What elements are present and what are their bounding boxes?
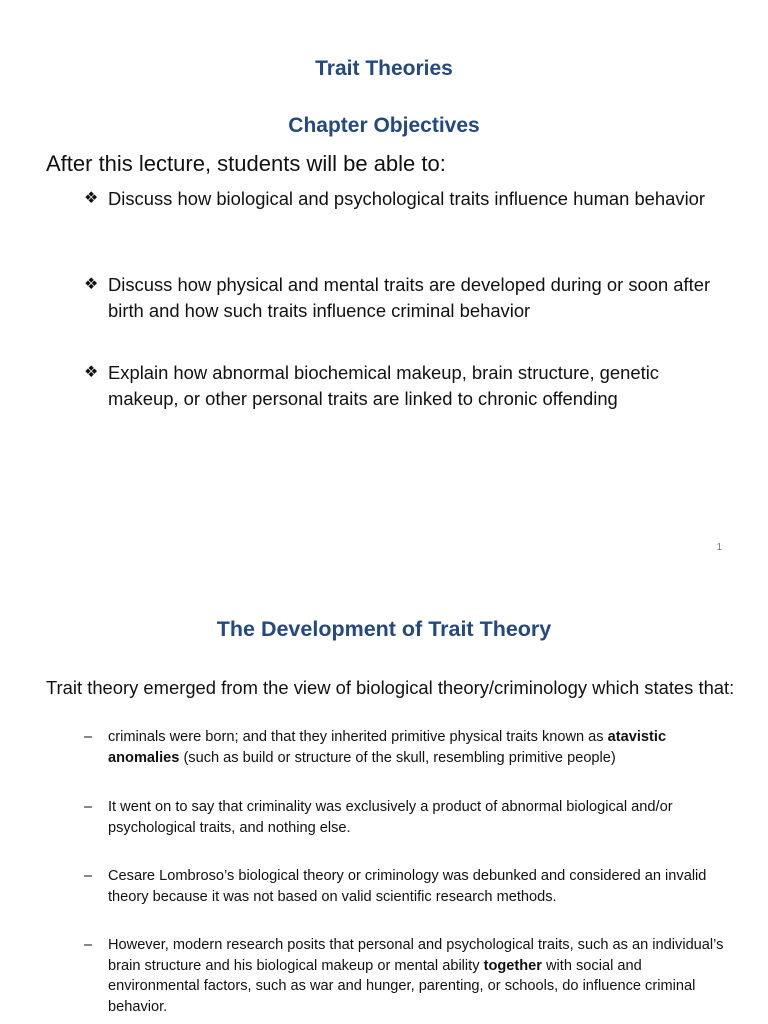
- point-item: [84, 866, 730, 907]
- point-text: [108, 935, 730, 1017]
- diamond-bullet-icon: ❖: [84, 276, 99, 293]
- objective-text: Discuss how physical and mental traits are developed during or soon after birth and how such traits influence criminal behavior: [108, 274, 711, 321]
- point-item: [84, 727, 730, 768]
- objective-item: [84, 186, 724, 212]
- point-item: [84, 935, 730, 1017]
- point-text-part: However, modern research posits that personal and psychological traits, such as an individual’s brain structure and his biological makeup or mental ability: [108, 937, 724, 974]
- slide-title: Trait Theories: [315, 57, 453, 80]
- point-text-part: Cesare Lombroso’s biological theory or criminology was debunked and considered an invalid theory because it was not based on valid scientific research methods.: [108, 868, 707, 905]
- objective-text: Discuss how biological and psychological traits influence human behavior: [108, 188, 706, 209]
- point-emphasis: together: [483, 957, 542, 974]
- point-text: [108, 797, 730, 838]
- point-text-part: criminals were born; and that they inherited primitive physical traits known as: [108, 729, 608, 745]
- point-item: [84, 797, 730, 838]
- objective-item: [84, 360, 724, 411]
- point-text-part: with social and environmental factors, such as war and hunger, parenting, or schools, do influence criminal behavior.: [108, 957, 696, 1015]
- diamond-bullet-icon: ❖: [84, 190, 99, 207]
- dash-bullet-icon: –: [84, 937, 93, 953]
- point-emphasis: atavistic anomalies: [108, 729, 667, 766]
- dash-bullet-icon: –: [84, 799, 93, 815]
- lead-text: Trait theory emerged from the view of biological theory/criminology which states that:: [46, 677, 735, 698]
- slide-title: The Development of Trait Theory: [216, 617, 552, 641]
- page-number: 1: [716, 542, 722, 553]
- slide-development: [0, 572, 768, 1024]
- point-text-part: (such as build or structure of the skull, resembling primitive people): [179, 749, 616, 766]
- point-text: [108, 727, 730, 768]
- diamond-bullet-icon: ❖: [84, 364, 99, 381]
- point-text-part: It went on to say that criminality was exclusively a product of abnormal biological and/or psychological traits, and nothing else.: [108, 799, 673, 836]
- intro-text: After this lecture, students will be able to:: [46, 151, 446, 176]
- objective-item: [84, 272, 724, 323]
- slide-subtitle: Chapter Objectives: [288, 114, 480, 137]
- dash-bullet-icon: –: [84, 729, 93, 745]
- dash-bullet-icon: –: [84, 868, 93, 884]
- objective-text: Explain how abnormal biochemical makeup, brain structure, genetic makeup, or other personal traits are linked to chronic offending: [108, 362, 659, 409]
- point-text: [108, 866, 730, 907]
